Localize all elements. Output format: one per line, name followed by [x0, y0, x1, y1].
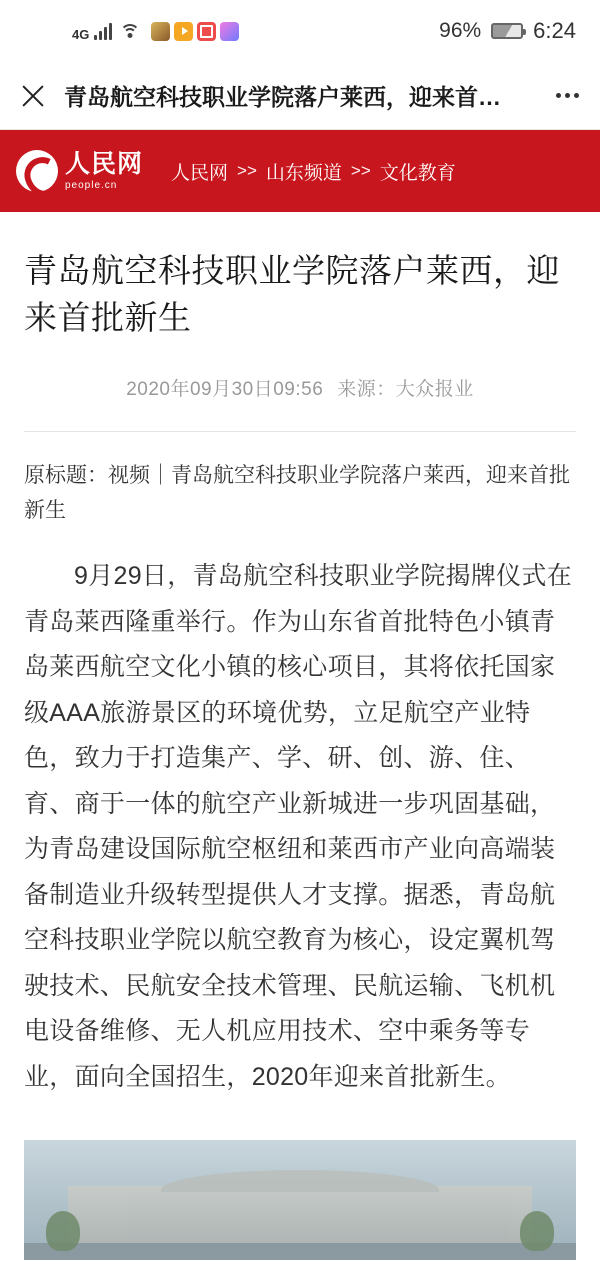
recorder-app-icon — [197, 22, 216, 41]
people-cn-logo[interactable] — [16, 150, 143, 192]
article-meta — [24, 348, 576, 432]
article-original-title: 原标题：视频｜青岛航空科技职业学院落户莱西，迎来首批新生 — [24, 463, 570, 522]
page-title: 青岛航空科技职业学院落户莱西，迎来首… — [64, 84, 501, 110]
people-cn-logo-icon — [16, 150, 58, 192]
media-player-icon — [174, 22, 193, 41]
article-container — [0, 212, 600, 1128]
logo-chinese-label: 人民网 — [65, 149, 144, 178]
status-bar — [0, 0, 600, 62]
article-body-paragraph: 9月29日，青岛航空科技职业学院揭牌仪式在青岛莱西隆重举行。作为山东省首批特色小镇青岛莱西航空文化小镇的核心项目，其将依托国家级AAA旅游景区的环境优势，立足航空产业特色，致力于打造集产、学、研、创、游、住、育、商于一体的航空产业新城进一步巩固基础，为青岛建设国际航空枢纽和莱西市产业向高端装备制造业升级转型提供人才支撑。据悉，青岛航空科技职业学院以航空教育为核心，设定翼机驾驶技术、民航安全技术管理、民航运输、飞机机电设备维修、无人机应用技术、空中乘务等专业，面向全国招生，2020年迎来首批新生。 — [24, 562, 573, 1091]
close-icon[interactable] — [16, 79, 50, 113]
camera-app-icon — [151, 22, 170, 41]
browser-title-bar — [0, 62, 600, 130]
status-bar-right — [439, 18, 576, 44]
gallery-app-icon — [220, 22, 239, 41]
more-options-icon[interactable] — [552, 93, 582, 98]
breadcrumb — [171, 158, 456, 185]
breadcrumb-item-shandong[interactable]: 山东频道 — [265, 162, 342, 184]
battery-percent-label: 96% — [439, 19, 482, 42]
notification-icons — [151, 22, 239, 41]
network-type-label: 4G — [72, 26, 90, 42]
article-photo — [24, 1140, 576, 1260]
article-date: 2020年09月30日09:56 — [126, 378, 324, 400]
breadcrumb-separator: >> — [350, 161, 371, 180]
wifi-icon — [120, 23, 140, 39]
site-header — [0, 130, 600, 212]
breadcrumb-item-culture-education[interactable]: 文化教育 — [379, 162, 456, 184]
article-source: 来源：大众报业 — [337, 378, 474, 400]
logo-english-label: people.cn — [65, 179, 118, 191]
photo-tree — [46, 1211, 80, 1251]
breadcrumb-separator: >> — [237, 161, 257, 180]
signal-icon — [94, 22, 112, 40]
breadcrumb-item-home[interactable]: 人民网 — [171, 162, 229, 184]
article-headline: 青岛航空科技职业学院落户莱西，迎来首批新生 — [24, 252, 560, 336]
photo-ground — [24, 1243, 576, 1260]
clock-label: 6:24 — [533, 18, 576, 43]
photo-tree — [520, 1211, 554, 1251]
status-bar-left — [72, 22, 239, 41]
battery-icon — [491, 23, 523, 39]
